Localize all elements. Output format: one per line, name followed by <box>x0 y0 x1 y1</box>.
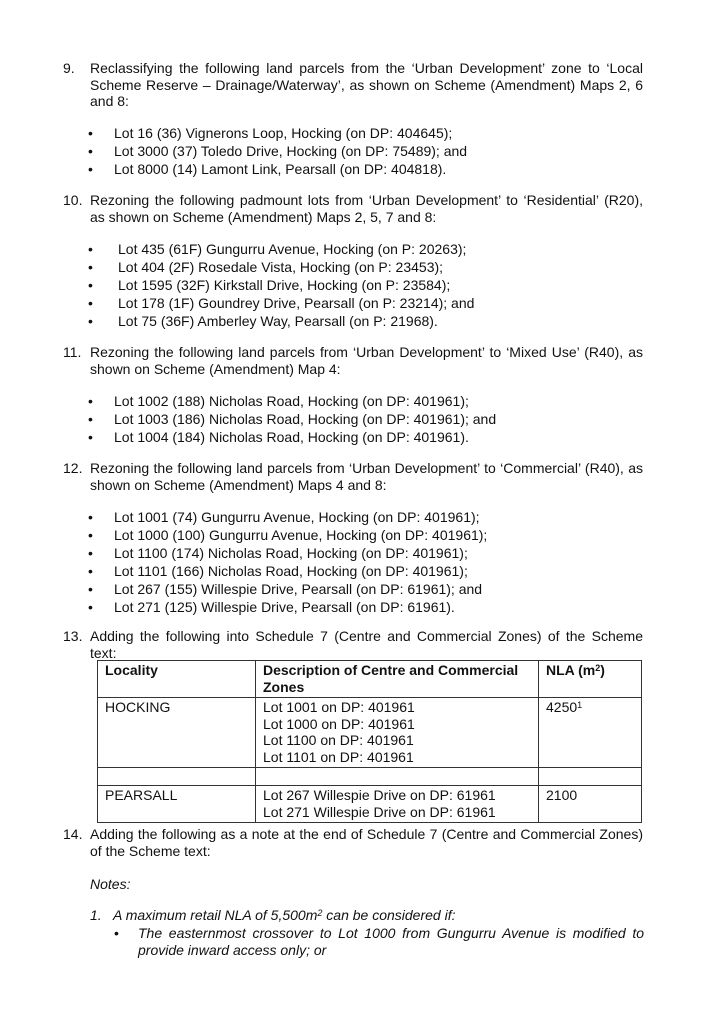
header-description: Description of Centre and Commercial Zones <box>256 661 539 698</box>
list-item: • Lot 435 (61F) Gungurru Avenue, Hocking (on P: 20263); <box>88 241 467 257</box>
list-item: • Lot 1001 (74) Gungurru Avenue, Hocking (on DP: 401961); <box>88 509 480 525</box>
bullet-icon: • <box>88 295 93 311</box>
cell-nla: 4250$^1$ <box>539 698 642 768</box>
bullet-icon: • <box>88 393 93 409</box>
bullet-icon: • <box>88 545 93 561</box>
list-item: • Lot 1100 (174) Nicholas Road, Hocking (on DP: 401961); <box>88 545 468 561</box>
cell-description: Lot 1001 on DP: 401961 Lot 1000 on DP: 401961 Lot 1100 on DP: 401961 Lot 1101 on DP: 401961 <box>256 698 539 768</box>
item-11 <box>63 344 643 377</box>
list-item: • Lot 1004 (184) Nicholas Road, Hocking (on DP: 401961). <box>88 429 469 445</box>
footnote-marker: 1 <box>577 700 583 710</box>
bullet-icon: • <box>88 581 93 597</box>
list-item: • Lot 1101 (166) Nicholas Road, Hocking (on DP: 401961); <box>88 563 468 579</box>
bullet-icon: • <box>88 599 93 615</box>
item-text: Adding the following as a note at the end of Schedule 7 (Centre and Commercial Zones) of the Scheme text: <box>90 826 643 859</box>
item-number: 9. <box>63 60 75 76</box>
item-10 <box>63 192 643 225</box>
notes-heading: Notes: <box>90 876 131 892</box>
item-10-list <box>88 241 648 331</box>
note-1-bullet <box>114 925 644 958</box>
bullet-icon: • <box>88 259 93 275</box>
cell-locality: HOCKING <box>98 698 256 768</box>
list-item: • Lot 3000 (37) Toledo Drive, Hocking (on DP: 75489); and <box>88 143 468 159</box>
item-9 <box>63 60 643 110</box>
item-number: 11. <box>63 344 82 360</box>
list-item: • Lot 75 (36F) Amberley Way, Pearsall (on P: 21968). <box>88 313 438 329</box>
list-item: • Lot 404 (2F) Rosedale Vista, Hocking (on P: 23453); <box>88 259 444 275</box>
bullet-icon: • <box>88 429 93 445</box>
item-13 <box>63 628 643 661</box>
bullet-icon: • <box>88 143 93 159</box>
bullet-icon: • <box>88 241 93 257</box>
bullet-icon: • <box>88 411 93 427</box>
item-text: Rezoning the following land parcels from ‘Urban Development’ to ‘Mixed Use’ (R40), as shown on Scheme (Amendment) Map 4: <box>90 344 643 377</box>
header-nla: NLA $(m^2)$ <box>539 661 642 698</box>
bullet-icon: • <box>88 125 93 141</box>
list-item: • Lot 267 (155) Willespie Drive, Pearsall (on DP: 61961); and <box>88 581 483 597</box>
item-14 <box>63 826 643 859</box>
list-item: • Lot 1595 (32F) Kirkstall Drive, Hocking (on P: 23584); <box>88 277 451 293</box>
table-spacer-row <box>98 768 642 786</box>
list-item: • Lot 178 (1F) Goundrey Drive, Pearsall (on P: 23214); and <box>88 295 475 311</box>
bullet-icon: • <box>88 277 93 293</box>
table-row <box>98 786 642 823</box>
item-text: Reclassifying the following land parcels from the ‘Urban Development’ zone to ‘Local Scheme Reserve – Drainage/Waterway’, as shown on Scheme (Amendment) Maps 2, 6 and 8: <box>90 60 643 109</box>
cell-locality: PEARSALL <box>98 786 256 823</box>
note-1 <box>90 907 650 924</box>
list-item: • Lot 271 (125) Willespie Drive, Pearsall (on DP: 61961). <box>88 599 455 615</box>
table-row <box>98 698 642 768</box>
item-11-list <box>88 393 648 447</box>
item-9-list <box>88 125 648 179</box>
item-text: Rezoning the following land parcels from ‘Urban Development’ to ‘Commercial’ (R40), as shown on Scheme (Amendment) Maps 4 and 8: <box>90 460 643 493</box>
item-number: 13. <box>63 628 83 644</box>
note-text: A maximum retail NLA of $5,500m^2$ can be considered if: <box>113 907 456 923</box>
bullet-icon: • <box>114 925 119 941</box>
note-number: 1. <box>90 907 102 923</box>
item-number: 14. <box>63 826 83 842</box>
list-item: • Lot 1000 (100) Gungurru Avenue, Hocking (on DP: 401961); <box>88 527 488 543</box>
list-item: • Lot 16 (36) Vignerons Loop, Hocking (on DP: 404645); <box>88 125 453 141</box>
schedule-table <box>97 660 642 823</box>
item-number: 10. <box>63 192 83 208</box>
list-item: • Lot 1003 (186) Nicholas Road, Hocking (on DP: 401961); and <box>88 411 497 427</box>
item-12 <box>63 460 643 493</box>
list-item: • Lot 8000 (14) Lamont Link, Pearsall (on DP: 404818). <box>88 161 447 177</box>
item-text: Rezoning the following padmount lots from ‘Urban Development’ to ‘Residential’ (R20), as shown on Scheme (Amendment) Maps 2, 5, 7 and 8: <box>90 192 643 225</box>
item-number: 12. <box>63 460 83 476</box>
bullet-icon: • <box>88 527 93 543</box>
bullet-icon: • <box>88 509 93 525</box>
table-header-row <box>98 661 642 698</box>
cell-nla: 2100 <box>539 786 642 823</box>
header-locality: Locality <box>98 661 256 698</box>
cell-description: Lot 267 Willespie Drive on DP: 61961 Lot 271 Willespie Drive on DP: 61961 <box>256 786 539 823</box>
note-bullet-text: The easternmost crossover to Lot 1000 from Gungurru Avenue is modified to provide inward access only; or <box>138 925 644 958</box>
list-item: • Lot 1002 (188) Nicholas Road, Hocking (on DP: 401961); <box>88 393 469 409</box>
item-12-list <box>88 509 648 617</box>
bullet-icon: • <box>88 563 93 579</box>
item-text: Adding the following into Schedule 7 (Centre and Commercial Zones) of the Scheme text: <box>90 628 643 661</box>
bullet-icon: • <box>88 161 93 177</box>
bullet-icon: • <box>88 313 93 329</box>
